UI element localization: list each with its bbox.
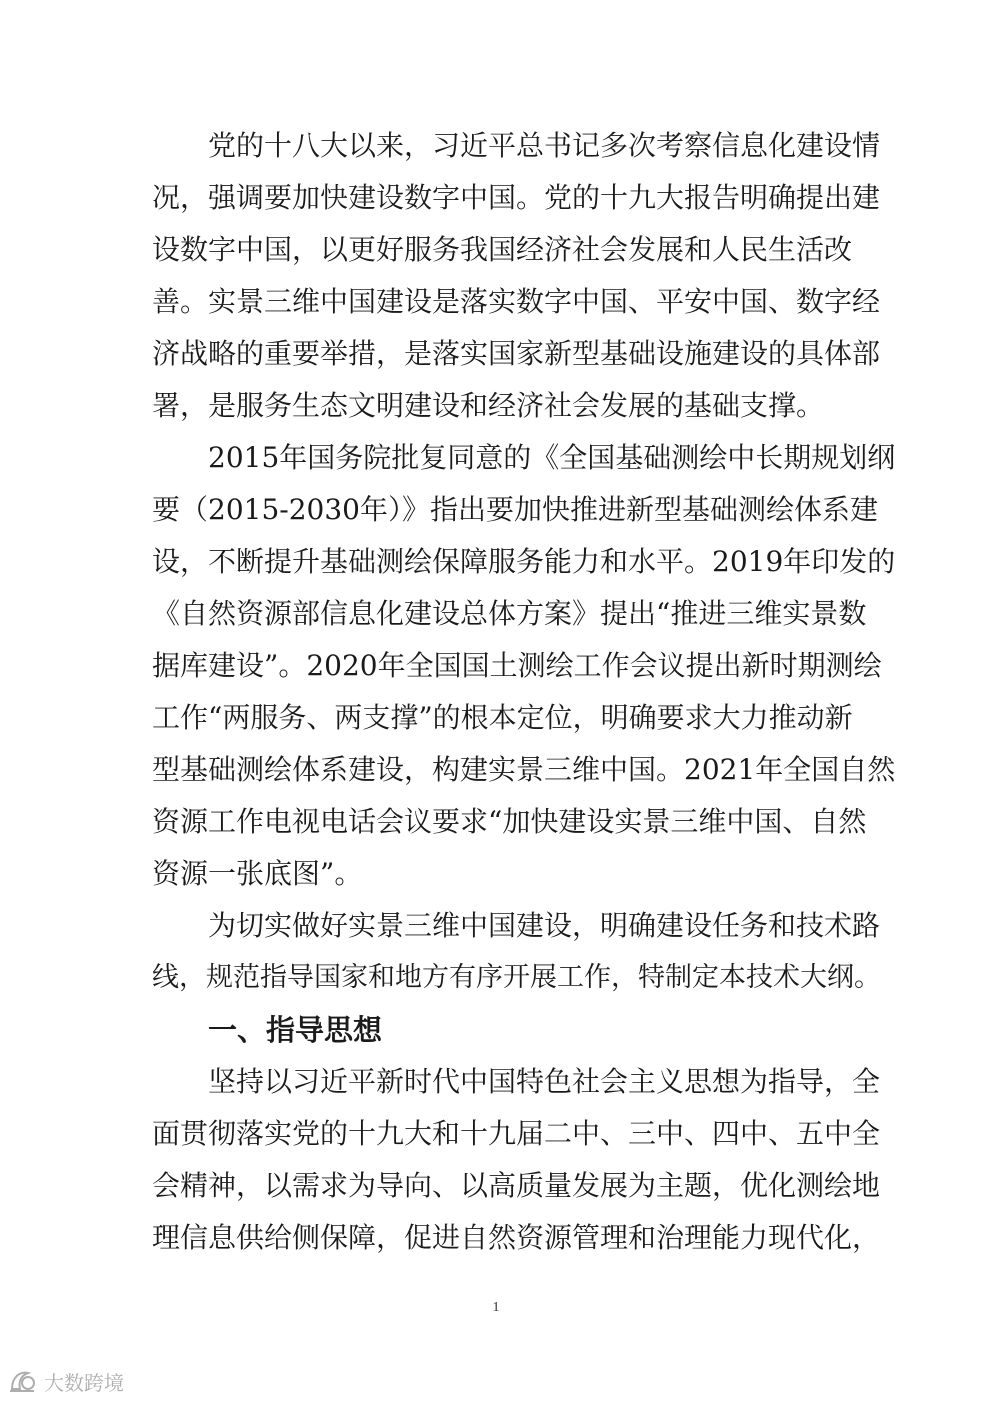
- paragraph-2-line-6: 工作“两服务、两支撑”的根本定位，明确要求大力推动新: [152, 701, 853, 734]
- watermark: [8, 1366, 124, 1396]
- paragraph-2-line-9: 资源一张底图”。: [152, 857, 363, 890]
- paragraph-4-line-1: 坚持以习近平新时代中国特色社会主义思想为指导，全: [208, 1065, 881, 1098]
- paragraph-1-line-3: 设数字中国，以更好服务我国经济社会发展和人民生活改: [152, 233, 853, 266]
- paragraph-4-line-3: 会精神，以需求为导向、以高质量发展为主题，优化测绘地: [152, 1169, 881, 1202]
- paragraph-1-line-1: 党的十八大以来，习近平总书记多次考察信息化建设情: [208, 129, 881, 162]
- paragraph-3-line-1: 为切实做好实景三维中国建设，明确建设任务和技术路: [208, 909, 881, 942]
- paragraph-2-line-2: 要（2015-2030年）》指出要加快推进新型基础测绘体系建: [152, 493, 878, 526]
- paragraph-1-line-2: 况，强调要加快建设数字中国。党的十九大报告明确提出建: [152, 181, 881, 214]
- section-heading: 一、指导思想: [208, 1013, 383, 1047]
- page-number: 1: [492, 1300, 500, 1315]
- watermark-text: 大数跨境: [44, 1370, 124, 1395]
- paragraph-2-line-4: 《自然资源部信息化建设总体方案》提出“推进三维实景数: [152, 597, 867, 630]
- paragraph-3-line-2: 线，规范指导国家和地方有序开展工作，特制定本技术大纲。: [152, 962, 881, 993]
- paragraph-2-line-7: 型基础测绘体系建设，构建实景三维中国。2021年全国自然: [152, 753, 896, 786]
- paragraph-1-line-5: 济战略的重要举措，是落实国家新型基础设施建设的具体部: [152, 337, 881, 370]
- paragraph-2-line-8: 资源工作电视电话会议要求“加快建设实景三维中国、自然: [152, 805, 867, 838]
- paragraph-4-line-4: 理信息供给侧保障，促进自然资源管理和治理能力现代化，: [152, 1221, 881, 1254]
- paragraph-2-line-1: 2015年国务院批复同意的《全国基础测绘中长期规划纲: [208, 441, 896, 474]
- logo-icon: [8, 1367, 38, 1395]
- paragraph-1-line-4: 善。实景三维中国建设是落实数字中国、平安中国、数字经: [152, 285, 881, 318]
- paragraph-2-line-5: 据库建设”。2020年全国国土测绘工作会议提出新时期测绘: [152, 649, 882, 682]
- paragraph-1-line-6: 署，是服务生态文明建设和经济社会发展的基础支撑。: [152, 389, 825, 422]
- paragraph-4-line-2: 面贯彻落实党的十九大和十九届二中、三中、四中、五中全: [152, 1117, 881, 1150]
- paragraph-2-line-3: 设，不断提升基础测绘保障服务能力和水平。2019年印发的: [152, 545, 896, 578]
